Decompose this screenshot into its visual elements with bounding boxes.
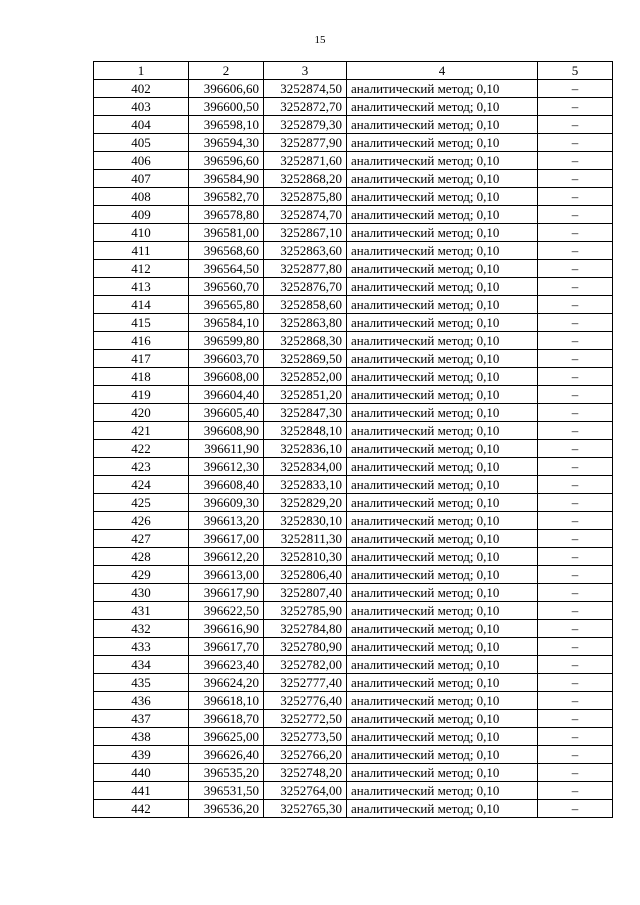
x-coordinate-cell: 396624,20 <box>189 674 264 692</box>
table-row <box>94 512 613 530</box>
y-coordinate-cell: 3252872,70 <box>264 98 347 116</box>
x-coordinate-cell: 396584,10 <box>189 314 264 332</box>
method-accuracy-cell: аналитический метод; 0,10 <box>347 656 538 674</box>
note-cell: – <box>538 386 613 404</box>
table-row <box>94 170 613 188</box>
x-coordinate-cell: 396568,60 <box>189 242 264 260</box>
method-accuracy-cell: аналитический метод; 0,10 <box>347 98 538 116</box>
note-cell: – <box>538 368 613 386</box>
point-number-cell: 416 <box>94 332 189 350</box>
note-cell: – <box>538 746 613 764</box>
note-cell: – <box>538 242 613 260</box>
point-number-cell: 415 <box>94 314 189 332</box>
method-accuracy-cell: аналитический метод; 0,10 <box>347 80 538 98</box>
table-row <box>94 782 613 800</box>
x-coordinate-cell: 396609,30 <box>189 494 264 512</box>
method-accuracy-cell: аналитический метод; 0,10 <box>347 800 538 818</box>
header-col-5: 5 <box>538 62 613 80</box>
note-cell: – <box>538 188 613 206</box>
point-number-cell: 409 <box>94 206 189 224</box>
method-accuracy-cell: аналитический метод; 0,10 <box>347 782 538 800</box>
point-number-cell: 437 <box>94 710 189 728</box>
point-number-cell: 420 <box>94 404 189 422</box>
point-number-cell: 410 <box>94 224 189 242</box>
y-coordinate-cell: 3252858,60 <box>264 296 347 314</box>
coordinates-table <box>93 61 613 818</box>
x-coordinate-cell: 396625,00 <box>189 728 264 746</box>
point-number-cell: 421 <box>94 422 189 440</box>
x-coordinate-cell: 396581,00 <box>189 224 264 242</box>
x-coordinate-cell: 396604,40 <box>189 386 264 404</box>
note-cell: – <box>538 566 613 584</box>
method-accuracy-cell: аналитический метод; 0,10 <box>347 368 538 386</box>
method-accuracy-cell: аналитический метод; 0,10 <box>347 332 538 350</box>
method-accuracy-cell: аналитический метод; 0,10 <box>347 350 538 368</box>
y-coordinate-cell: 3252871,60 <box>264 152 347 170</box>
y-coordinate-cell: 3252782,00 <box>264 656 347 674</box>
table-row <box>94 404 613 422</box>
point-number-cell: 431 <box>94 602 189 620</box>
point-number-cell: 442 <box>94 800 189 818</box>
note-cell: – <box>538 296 613 314</box>
table-row <box>94 710 613 728</box>
x-coordinate-cell: 396618,70 <box>189 710 264 728</box>
table-row <box>94 350 613 368</box>
method-accuracy-cell: аналитический метод; 0,10 <box>347 728 538 746</box>
table-row <box>94 656 613 674</box>
method-accuracy-cell: аналитический метод; 0,10 <box>347 764 538 782</box>
table-row <box>94 584 613 602</box>
table-row <box>94 620 613 638</box>
x-coordinate-cell: 396600,50 <box>189 98 264 116</box>
note-cell: – <box>538 476 613 494</box>
table-row <box>94 458 613 476</box>
note-cell: – <box>538 656 613 674</box>
y-coordinate-cell: 3252874,50 <box>264 80 347 98</box>
method-accuracy-cell: аналитический метод; 0,10 <box>347 152 538 170</box>
y-coordinate-cell: 3252852,00 <box>264 368 347 386</box>
note-cell: – <box>538 710 613 728</box>
x-coordinate-cell: 396603,70 <box>189 350 264 368</box>
point-number-cell: 413 <box>94 278 189 296</box>
y-coordinate-cell: 3252877,90 <box>264 134 347 152</box>
header-col-1: 1 <box>94 62 189 80</box>
note-cell: – <box>538 602 613 620</box>
point-number-cell: 438 <box>94 728 189 746</box>
method-accuracy-cell: аналитический метод; 0,10 <box>347 260 538 278</box>
x-coordinate-cell: 396605,40 <box>189 404 264 422</box>
note-cell: – <box>538 80 613 98</box>
point-number-cell: 436 <box>94 692 189 710</box>
note-cell: – <box>538 332 613 350</box>
page-number: 15 <box>314 34 326 46</box>
method-accuracy-cell: аналитический метод; 0,10 <box>347 386 538 404</box>
y-coordinate-cell: 3252766,20 <box>264 746 347 764</box>
method-accuracy-cell: аналитический метод; 0,10 <box>347 458 538 476</box>
method-accuracy-cell: аналитический метод; 0,10 <box>347 314 538 332</box>
note-cell: – <box>538 458 613 476</box>
table-row <box>94 764 613 782</box>
table-row <box>94 206 613 224</box>
x-coordinate-cell: 396584,90 <box>189 170 264 188</box>
y-coordinate-cell: 3252780,90 <box>264 638 347 656</box>
point-number-cell: 423 <box>94 458 189 476</box>
note-cell: – <box>538 692 613 710</box>
table-row <box>94 728 613 746</box>
point-number-cell: 434 <box>94 656 189 674</box>
table-row <box>94 224 613 242</box>
table-row <box>94 80 613 98</box>
note-cell: – <box>538 152 613 170</box>
y-coordinate-cell: 3252874,70 <box>264 206 347 224</box>
table-row <box>94 602 613 620</box>
y-coordinate-cell: 3252834,00 <box>264 458 347 476</box>
y-coordinate-cell: 3252867,10 <box>264 224 347 242</box>
table-row <box>94 98 613 116</box>
point-number-cell: 405 <box>94 134 189 152</box>
note-cell: – <box>538 620 613 638</box>
method-accuracy-cell: аналитический метод; 0,10 <box>347 206 538 224</box>
y-coordinate-cell: 3252836,10 <box>264 440 347 458</box>
x-coordinate-cell: 396618,10 <box>189 692 264 710</box>
point-number-cell: 432 <box>94 620 189 638</box>
note-cell: – <box>538 206 613 224</box>
method-accuracy-cell: аналитический метод; 0,10 <box>347 404 538 422</box>
y-coordinate-cell: 3252777,40 <box>264 674 347 692</box>
note-cell: – <box>538 638 613 656</box>
method-accuracy-cell: аналитический метод; 0,10 <box>347 422 538 440</box>
point-number-cell: 433 <box>94 638 189 656</box>
method-accuracy-cell: аналитический метод; 0,10 <box>347 134 538 152</box>
table-row <box>94 188 613 206</box>
x-coordinate-cell: 396622,50 <box>189 602 264 620</box>
note-cell: – <box>538 764 613 782</box>
x-coordinate-cell: 396599,80 <box>189 332 264 350</box>
point-number-cell: 404 <box>94 116 189 134</box>
y-coordinate-cell: 3252876,70 <box>264 278 347 296</box>
y-coordinate-cell: 3252879,30 <box>264 116 347 134</box>
table-row <box>94 692 613 710</box>
x-coordinate-cell: 396612,30 <box>189 458 264 476</box>
method-accuracy-cell: аналитический метод; 0,10 <box>347 530 538 548</box>
point-number-cell: 414 <box>94 296 189 314</box>
point-number-cell: 422 <box>94 440 189 458</box>
header-row <box>94 62 613 80</box>
note-cell: – <box>538 170 613 188</box>
y-coordinate-cell: 3252830,10 <box>264 512 347 530</box>
method-accuracy-cell: аналитический метод; 0,10 <box>347 548 538 566</box>
point-number-cell: 429 <box>94 566 189 584</box>
note-cell: – <box>538 278 613 296</box>
y-coordinate-cell: 3252868,30 <box>264 332 347 350</box>
table-row <box>94 134 613 152</box>
x-coordinate-cell: 396608,90 <box>189 422 264 440</box>
point-number-cell: 417 <box>94 350 189 368</box>
y-coordinate-cell: 3252833,10 <box>264 476 347 494</box>
point-number-cell: 403 <box>94 98 189 116</box>
header-col-2: 2 <box>189 62 264 80</box>
note-cell: – <box>538 800 613 818</box>
x-coordinate-cell: 396626,40 <box>189 746 264 764</box>
method-accuracy-cell: аналитический метод; 0,10 <box>347 242 538 260</box>
table-row <box>94 638 613 656</box>
note-cell: – <box>538 314 613 332</box>
x-coordinate-cell: 396578,80 <box>189 206 264 224</box>
y-coordinate-cell: 3252851,20 <box>264 386 347 404</box>
table-row <box>94 440 613 458</box>
table-row <box>94 746 613 764</box>
table-row <box>94 494 613 512</box>
x-coordinate-cell: 396623,40 <box>189 656 264 674</box>
method-accuracy-cell: аналитический метод; 0,10 <box>347 188 538 206</box>
x-coordinate-cell: 396608,40 <box>189 476 264 494</box>
point-number-cell: 408 <box>94 188 189 206</box>
table-row <box>94 152 613 170</box>
y-coordinate-cell: 3252784,80 <box>264 620 347 638</box>
method-accuracy-cell: аналитический метод; 0,10 <box>347 116 538 134</box>
x-coordinate-cell: 396613,20 <box>189 512 264 530</box>
table-row <box>94 476 613 494</box>
x-coordinate-cell: 396606,60 <box>189 80 264 98</box>
table-row <box>94 566 613 584</box>
y-coordinate-cell: 3252875,80 <box>264 188 347 206</box>
method-accuracy-cell: аналитический метод; 0,10 <box>347 692 538 710</box>
point-number-cell: 427 <box>94 530 189 548</box>
y-coordinate-cell: 3252785,90 <box>264 602 347 620</box>
y-coordinate-cell: 3252764,00 <box>264 782 347 800</box>
point-number-cell: 402 <box>94 80 189 98</box>
note-cell: – <box>538 530 613 548</box>
method-accuracy-cell: аналитический метод; 0,10 <box>347 674 538 692</box>
x-coordinate-cell: 396565,80 <box>189 296 264 314</box>
method-accuracy-cell: аналитический метод; 0,10 <box>347 584 538 602</box>
note-cell: – <box>538 782 613 800</box>
method-accuracy-cell: аналитический метод; 0,10 <box>347 710 538 728</box>
table-row <box>94 386 613 404</box>
point-number-cell: 419 <box>94 386 189 404</box>
table-row <box>94 260 613 278</box>
note-cell: – <box>538 116 613 134</box>
method-accuracy-cell: аналитический метод; 0,10 <box>347 224 538 242</box>
y-coordinate-cell: 3252810,30 <box>264 548 347 566</box>
x-coordinate-cell: 396617,00 <box>189 530 264 548</box>
method-accuracy-cell: аналитический метод; 0,10 <box>347 296 538 314</box>
note-cell: – <box>538 260 613 278</box>
x-coordinate-cell: 396617,70 <box>189 638 264 656</box>
note-cell: – <box>538 350 613 368</box>
table-row <box>94 800 613 818</box>
point-number-cell: 428 <box>94 548 189 566</box>
point-number-cell: 426 <box>94 512 189 530</box>
method-accuracy-cell: аналитический метод; 0,10 <box>347 494 538 512</box>
point-number-cell: 439 <box>94 746 189 764</box>
table-row <box>94 548 613 566</box>
method-accuracy-cell: аналитический метод; 0,10 <box>347 620 538 638</box>
x-coordinate-cell: 396535,20 <box>189 764 264 782</box>
method-accuracy-cell: аналитический метод; 0,10 <box>347 566 538 584</box>
table-row <box>94 674 613 692</box>
table-row <box>94 368 613 386</box>
method-accuracy-cell: аналитический метод; 0,10 <box>347 512 538 530</box>
table-row <box>94 332 613 350</box>
x-coordinate-cell: 396613,00 <box>189 566 264 584</box>
x-coordinate-cell: 396598,10 <box>189 116 264 134</box>
point-number-cell: 430 <box>94 584 189 602</box>
note-cell: – <box>538 422 613 440</box>
x-coordinate-cell: 396596,60 <box>189 152 264 170</box>
x-coordinate-cell: 396582,70 <box>189 188 264 206</box>
y-coordinate-cell: 3252869,50 <box>264 350 347 368</box>
y-coordinate-cell: 3252863,80 <box>264 314 347 332</box>
y-coordinate-cell: 3252765,30 <box>264 800 347 818</box>
y-coordinate-cell: 3252877,80 <box>264 260 347 278</box>
y-coordinate-cell: 3252806,40 <box>264 566 347 584</box>
x-coordinate-cell: 396564,50 <box>189 260 264 278</box>
point-number-cell: 441 <box>94 782 189 800</box>
note-cell: – <box>538 98 613 116</box>
method-accuracy-cell: аналитический метод; 0,10 <box>347 476 538 494</box>
point-number-cell: 435 <box>94 674 189 692</box>
point-number-cell: 411 <box>94 242 189 260</box>
y-coordinate-cell: 3252772,50 <box>264 710 347 728</box>
x-coordinate-cell: 396612,20 <box>189 548 264 566</box>
x-coordinate-cell: 396608,00 <box>189 368 264 386</box>
note-cell: – <box>538 584 613 602</box>
y-coordinate-cell: 3252829,20 <box>264 494 347 512</box>
x-coordinate-cell: 396531,50 <box>189 782 264 800</box>
table-row <box>94 422 613 440</box>
x-coordinate-cell: 396560,70 <box>189 278 264 296</box>
x-coordinate-cell: 396594,30 <box>189 134 264 152</box>
point-number-cell: 406 <box>94 152 189 170</box>
table-row <box>94 116 613 134</box>
point-number-cell: 424 <box>94 476 189 494</box>
table-row <box>94 242 613 260</box>
method-accuracy-cell: аналитический метод; 0,10 <box>347 278 538 296</box>
method-accuracy-cell: аналитический метод; 0,10 <box>347 638 538 656</box>
point-number-cell: 425 <box>94 494 189 512</box>
y-coordinate-cell: 3252776,40 <box>264 692 347 710</box>
note-cell: – <box>538 134 613 152</box>
method-accuracy-cell: аналитический метод; 0,10 <box>347 602 538 620</box>
x-coordinate-cell: 396611,90 <box>189 440 264 458</box>
point-number-cell: 407 <box>94 170 189 188</box>
note-cell: – <box>538 674 613 692</box>
y-coordinate-cell: 3252748,20 <box>264 764 347 782</box>
y-coordinate-cell: 3252863,60 <box>264 242 347 260</box>
y-coordinate-cell: 3252773,50 <box>264 728 347 746</box>
note-cell: – <box>538 512 613 530</box>
note-cell: – <box>538 224 613 242</box>
y-coordinate-cell: 3252868,20 <box>264 170 347 188</box>
note-cell: – <box>538 548 613 566</box>
point-number-cell: 418 <box>94 368 189 386</box>
table-row <box>94 314 613 332</box>
note-cell: – <box>538 440 613 458</box>
method-accuracy-cell: аналитический метод; 0,10 <box>347 440 538 458</box>
y-coordinate-cell: 3252847,30 <box>264 404 347 422</box>
x-coordinate-cell: 396536,20 <box>189 800 264 818</box>
y-coordinate-cell: 3252807,40 <box>264 584 347 602</box>
x-coordinate-cell: 396617,90 <box>189 584 264 602</box>
header-col-3: 3 <box>264 62 347 80</box>
point-number-cell: 440 <box>94 764 189 782</box>
note-cell: – <box>538 494 613 512</box>
note-cell: – <box>538 404 613 422</box>
point-number-cell: 412 <box>94 260 189 278</box>
table-row <box>94 278 613 296</box>
table-row <box>94 530 613 548</box>
header-col-4: 4 <box>347 62 538 80</box>
method-accuracy-cell: аналитический метод; 0,10 <box>347 746 538 764</box>
x-coordinate-cell: 396616,90 <box>189 620 264 638</box>
y-coordinate-cell: 3252848,10 <box>264 422 347 440</box>
note-cell: – <box>538 728 613 746</box>
table-row <box>94 296 613 314</box>
method-accuracy-cell: аналитический метод; 0,10 <box>347 170 538 188</box>
table-body <box>94 80 613 818</box>
y-coordinate-cell: 3252811,30 <box>264 530 347 548</box>
